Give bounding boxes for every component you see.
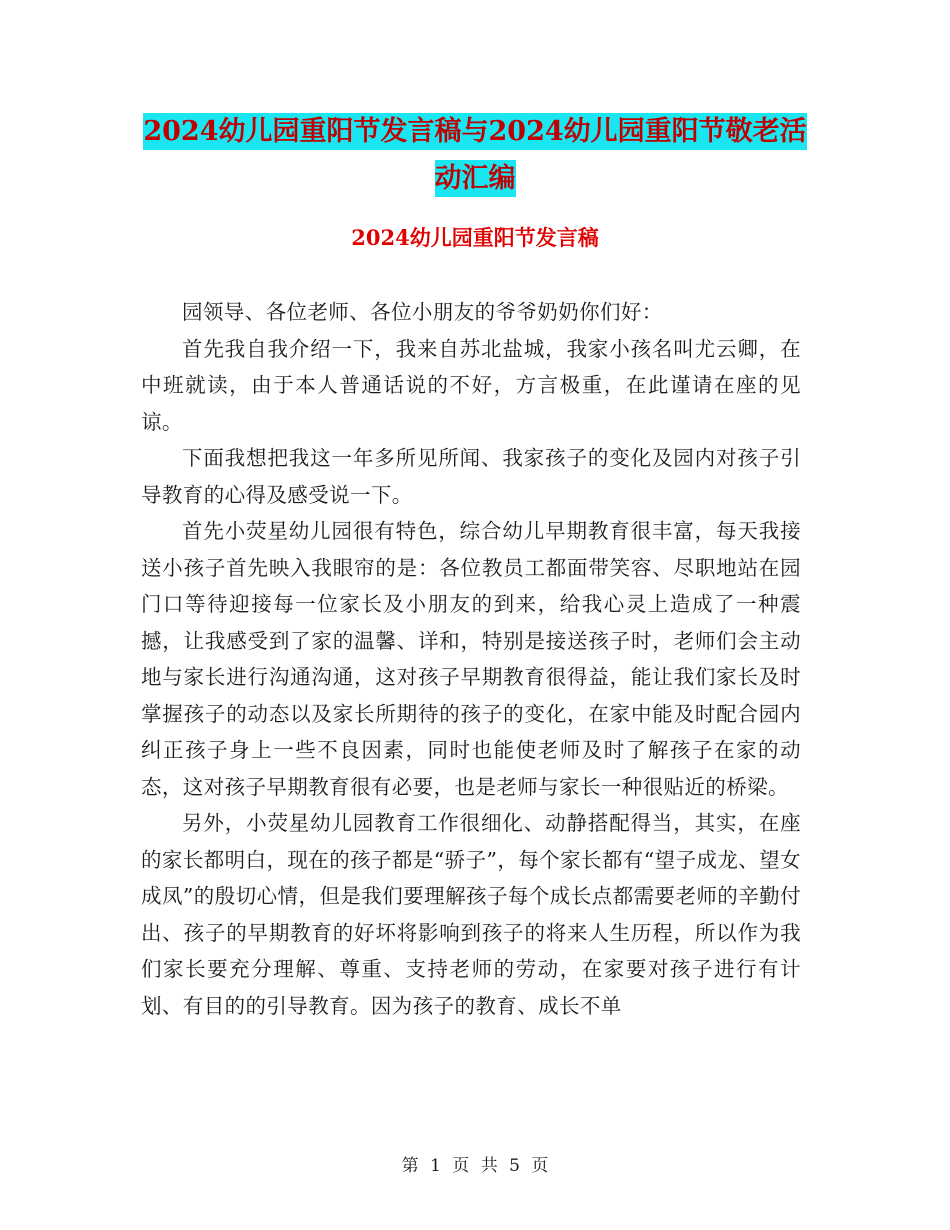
page-footer: 第 1 页 共 5 页 [401,1156,549,1176]
paragraph-education: 另外，小荧星幼儿园教育工作很细化、动静搭配得当，其实，在座的家长都明白，现在的孩子都是“骄子”，每个家长都有“望子成龙、望女成凤”的殷切心情，但是我们要理解孩子每个成长点都需要老师的辛勤付出、孩子的早期教育的好坏将影响到孩子的将来人生历程，所以作为我们家长要充分理解、尊重、支持老师的劳动，在家要对孩子进行有计划、有目的的引导教育。因为孩子的教育、成长不单 [141,811,801,1018]
paragraph-introduction: 首先我自我介绍一下，我来自苏北盐城，我家小孩名叫尤云卿，在中班就读，由于本人普通话说的不好，方言极重，在此谨请在座的见谅。 [141,336,801,434]
section-title: 2024幼儿园重阳节发言稿 [351,225,599,250]
paragraph-features: 首先小荧星幼儿园很有特色，综合幼儿早期教育很丰富，每天我接送小孩子首先映入我眼帘的是：各位教员工都面带笑容、尽职地站在园门口等待迎接每一位家长及小朋友的到来，给我心灵上造成了一种震撼，让我感受到了家的温馨、详和，特别是接送孩子时，老师们会主动地与家长进行沟通沟通，这对孩子早期教育很得益，能让我们家长及时掌握孩子的动态以及家长所期待的孩子的变化，在家中能及时配合园内纠正孩子身上一些不良因素，同时也能使老师及时了解孩子在家的动态，这对孩子早期教育很有必要，也是老师与家长一种很贴近的桥梁。 [141,519,801,799]
paragraph-greeting: 园领导、各位老师、各位小朋友的爷爷奶奶你们好： [182,300,663,324]
paragraph-overview: 下面我想把我这一年多所见所闻、我家孩子的变化及园内对孩子引导教育的心得及感受说一下。 [141,446,801,507]
document-body [141,294,801,1024]
document-title [140,108,810,202]
document-title-text: 2024幼儿园重阳节发言稿与2024幼儿园重阳节敬老活动汇编 [143,113,806,197]
